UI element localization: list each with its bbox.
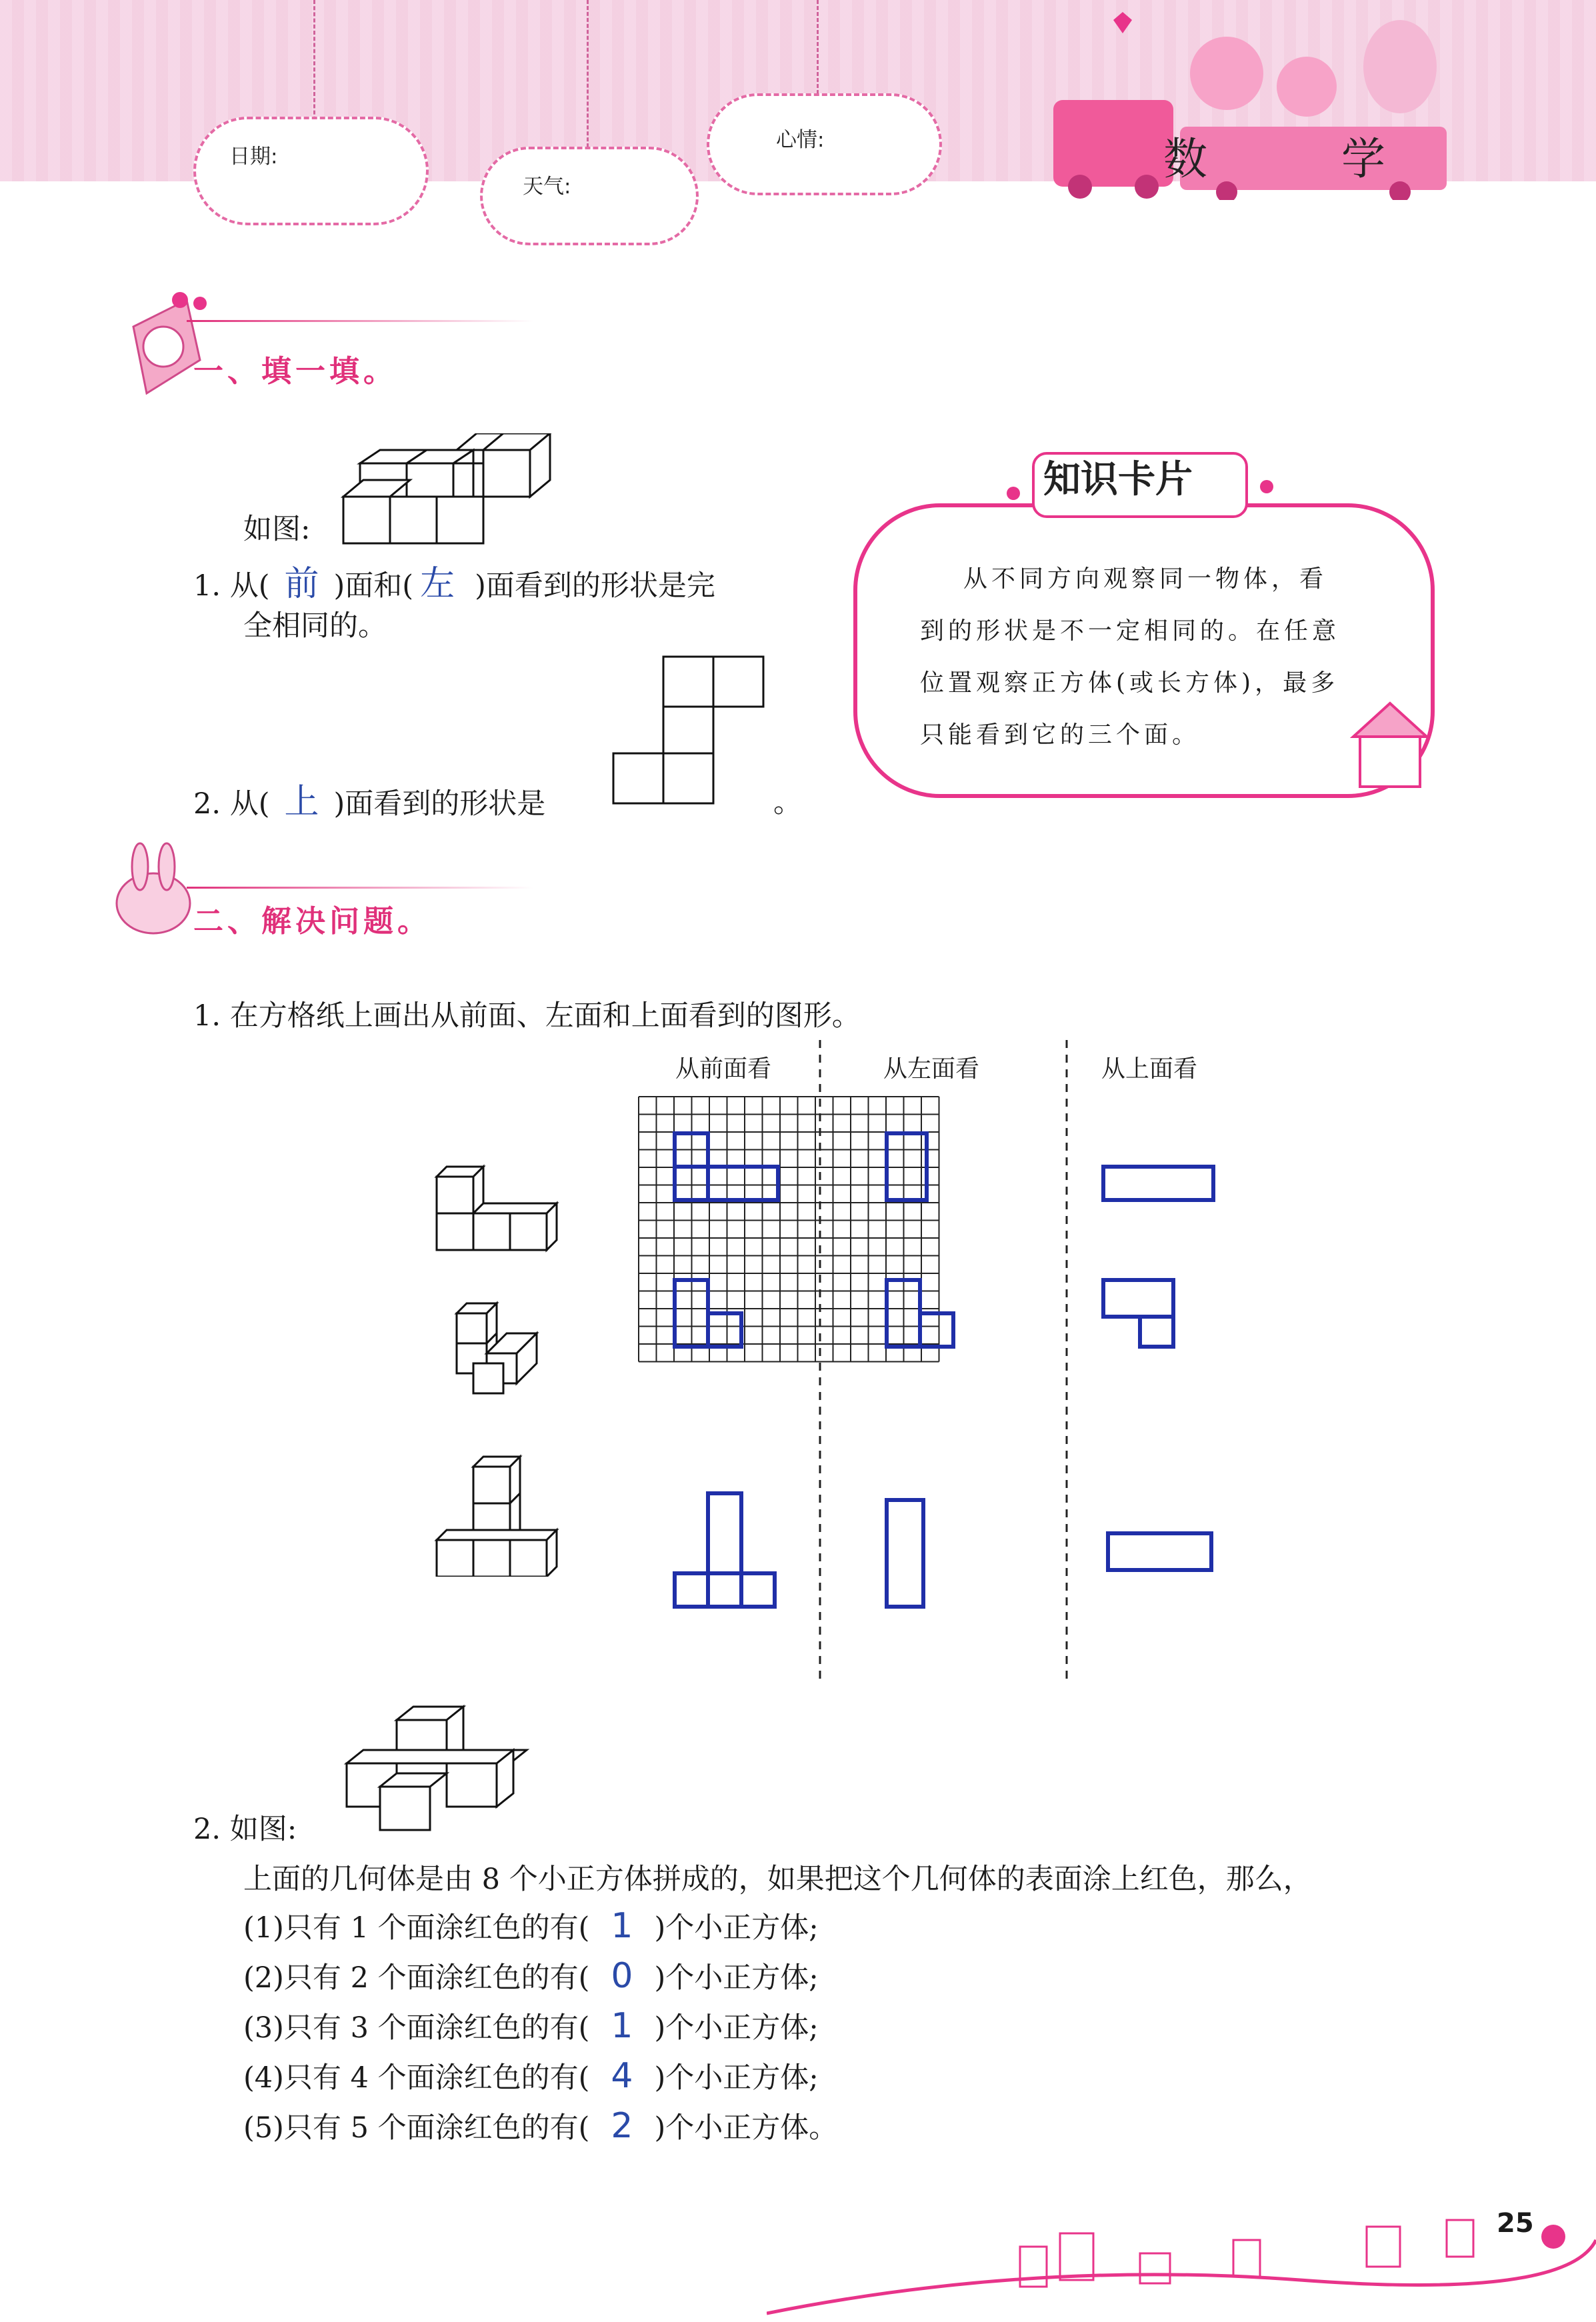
sub-answer-4: 4: [611, 2056, 633, 2096]
hanging-string: [817, 0, 821, 100]
grid-header-left: 从左面看: [883, 1055, 980, 1083]
section-divider: [187, 887, 533, 889]
sub-item-4: (4)只有 4 个面涂红色的有( 4 )个小正方体;: [243, 2056, 819, 2096]
date-label: 日期:: [229, 145, 278, 169]
drawn-view-outline: [675, 1573, 775, 1607]
mood-label: 心情:: [776, 128, 825, 152]
sub-item-1: (1)只有 1 个面涂红色的有( 1 )个小正方体;: [243, 1906, 819, 1946]
drawn-view-outline: [1103, 1167, 1213, 1200]
cube-figure-b: [453, 1300, 550, 1400]
drawn-view-outline: [708, 1493, 741, 1607]
card-line-2: 到的形状是不一定相同的。在任意: [920, 617, 1341, 645]
sub-item-3: (3)只有 3 个面涂红色的有( 1 )个小正方体;: [243, 2006, 819, 2046]
q2-line: 2. 从( 上 )面看到的形状是: [193, 782, 546, 822]
grid-header-front: 从前面看: [675, 1055, 772, 1083]
q1-answer-left: 左: [420, 564, 455, 604]
hanging-string: [313, 0, 317, 127]
drawn-view-outline: [1140, 1317, 1173, 1347]
drawn-view-outline: [920, 1313, 953, 1347]
weather-cloud: [480, 147, 699, 245]
q2-end-mark: 。: [773, 786, 802, 819]
drawn-view-outline: [887, 1500, 923, 1607]
card-line-4: 只能看到它的三个面。: [920, 721, 1201, 749]
weather-label: 天气:: [523, 175, 571, 199]
cube-figure-1: [340, 433, 553, 547]
card-title: 知识卡片: [1043, 458, 1193, 501]
sub-answer-2: 0: [611, 1956, 633, 1996]
cube-figure-c: [433, 1453, 567, 1577]
q1-answer-front: 前: [284, 564, 319, 604]
teddy-bear-icon: [107, 287, 207, 410]
page-number: 25: [1497, 2208, 1534, 2239]
sub-answer-3: 1: [611, 2006, 633, 2046]
sub-item-2: (2)只有 2 个面涂红色的有( 0 )个小正方体;: [243, 1956, 819, 1996]
drawn-view-outline: [708, 1313, 741, 1347]
mood-cloud: [707, 93, 942, 195]
figure-label: 如图:: [243, 513, 311, 546]
top-view-shape: [610, 653, 770, 807]
card-line-1: 从不同方向观察同一物体，看: [963, 565, 1328, 593]
cube-figure-q2: [343, 1703, 530, 1833]
q1-line1: 1. 从( 前 )面和( 左 )面看到的形状是完: [193, 564, 715, 604]
drawn-view-outline: [1108, 1533, 1211, 1570]
grid-paper: [633, 1040, 1253, 1693]
s2-q2-intro: 上面的几何体是由 8 个小正方体拼成的，如果把这个几何体的表面涂上红色，那么，: [243, 1863, 1312, 1896]
date-cloud: [193, 117, 429, 225]
section1-title: 一、填一填。: [193, 353, 398, 389]
bunny-icon: [100, 840, 207, 953]
sub-item-5: (5)只有 5 个面涂红色的有( 2 )个小正方体。: [243, 2106, 838, 2146]
s2-q2-label: 2. 如图:: [193, 1813, 297, 1846]
sub-answer-1: 1: [611, 1906, 633, 1946]
cube-figure-a: [433, 1157, 567, 1253]
grid-header-top: 从上面看: [1101, 1055, 1198, 1083]
section2-title: 二、解决问题。: [193, 903, 432, 939]
q1-line2: 全相同的。: [243, 609, 387, 643]
section-divider: [187, 320, 533, 322]
q2-answer-top: 上: [284, 782, 319, 822]
subject-title: 数 学: [1163, 133, 1445, 185]
footer-town-decoration: [767, 2167, 1596, 2322]
card-line-3: 位置观察正方体(或长方体)，最多: [920, 669, 1339, 697]
hanging-string: [587, 0, 591, 153]
house-icon: [1347, 693, 1433, 793]
s2-q1-text: 1. 在方格纸上画出从前面、左面和上面看到的图形。: [193, 999, 861, 1033]
sub-answer-5: 2: [611, 2106, 633, 2146]
drawn-view-outline: [1103, 1280, 1173, 1317]
